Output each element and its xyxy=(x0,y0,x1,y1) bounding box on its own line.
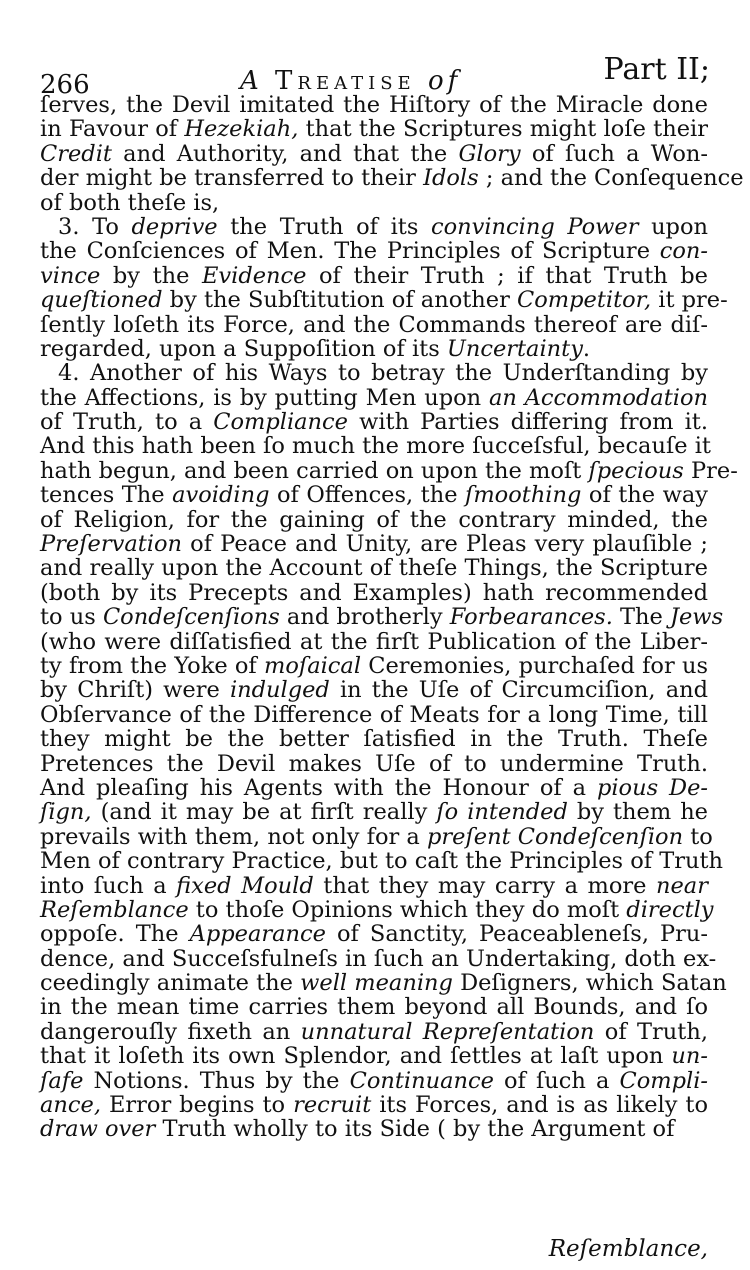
italic-text: Uncertainty xyxy=(446,335,583,362)
italic-text: ſign, xyxy=(40,799,92,826)
text-run: Truth wholly to its Side ( by the Argument of xyxy=(155,1116,675,1143)
text-run: Error begins to xyxy=(100,1092,294,1119)
text-run: Notions. Thus by the xyxy=(83,1067,350,1094)
text-run: der might be transferred to their xyxy=(40,165,424,192)
text-run: And this hath been ſo much the more ſucceſsful, becauſe it xyxy=(40,433,711,460)
text-run: of ſuch a xyxy=(493,1067,620,1094)
italic-text: unnatural Repreſentation xyxy=(300,1018,595,1045)
text-run: that the Scriptures might loſe their xyxy=(298,116,708,143)
running-title-prefix: A xyxy=(240,66,263,96)
text-run: by the Subſtitution of another xyxy=(162,287,518,314)
text-line xyxy=(40,922,708,946)
text-run: Pre- xyxy=(683,457,738,484)
text-line xyxy=(40,361,708,385)
text-run: to xyxy=(683,823,713,850)
italic-text: queſtioned xyxy=(40,287,163,314)
italic-text: near xyxy=(656,872,708,899)
running-title-suffix: of xyxy=(427,66,462,96)
text-line xyxy=(40,604,724,631)
text-run: Deſigners, which Satan xyxy=(452,970,727,997)
text-run: of both theſe is, xyxy=(40,189,220,216)
text-line xyxy=(40,630,708,654)
text-run: prevails with them, not only for a xyxy=(40,823,427,850)
text-line xyxy=(40,848,724,875)
text-run: to thoſe Opinions which they do moſt xyxy=(188,896,627,923)
text-line xyxy=(40,1069,708,1093)
text-run: into ſuch a xyxy=(40,872,177,899)
text-run: ty from the Yoke of xyxy=(40,652,264,679)
text-run: (both by its Precepts and Examples) hath recommended xyxy=(40,579,708,606)
text-run: its Forces, and is as likely to xyxy=(371,1092,709,1119)
italic-text: Hezekiah, xyxy=(184,116,299,143)
text-line xyxy=(40,556,708,580)
italic-text: convincing Power xyxy=(431,213,639,240)
text-run: upon xyxy=(638,213,708,240)
italic-text: pious De- xyxy=(596,774,708,801)
text-run: with Parties differing from it. xyxy=(347,409,708,436)
italic-text: draw over xyxy=(40,1116,156,1143)
text-run: to us xyxy=(40,604,103,631)
italic-text: Preſervation xyxy=(40,531,183,558)
page-number: 266 xyxy=(40,70,90,100)
italic-text: ſmoothing xyxy=(465,482,582,509)
text-line xyxy=(40,410,708,434)
italic-text: Condeſcenſions xyxy=(102,604,280,631)
italic-text: an Accommodation xyxy=(488,384,708,411)
text-line xyxy=(40,433,711,460)
italic-text: ſo intended xyxy=(436,799,568,826)
text-run: Men of contrary Practice, but to caſt the Principles of Truth xyxy=(40,848,724,875)
running-title-caps: Treatise xyxy=(275,66,416,96)
text-line xyxy=(40,703,708,727)
text-line xyxy=(40,970,727,997)
italic-text: vince xyxy=(40,262,101,289)
text-line xyxy=(40,191,708,215)
text-run: oppoſe. The xyxy=(40,921,190,948)
text-line xyxy=(40,239,708,263)
text-run: tences The xyxy=(40,482,173,509)
text-line xyxy=(40,752,708,776)
text-line xyxy=(40,457,738,484)
italic-text: Credit xyxy=(40,140,112,167)
text-line xyxy=(40,581,708,605)
text-run: ſerves, the Devil imitated the Hiſtory of the Miracle done xyxy=(40,92,708,118)
text-run: the Conſciences of Men. The Principles of Scripture xyxy=(40,238,660,265)
italic-text: recruit xyxy=(293,1092,372,1119)
text-run: And pleaſing his Agents with the Honour of a xyxy=(40,774,597,801)
text-line xyxy=(40,264,708,288)
italic-text: Forbearances. xyxy=(449,604,613,631)
italic-text: moſaical xyxy=(263,652,362,679)
text-run: in Favour of xyxy=(40,116,185,143)
text-line xyxy=(40,995,708,1019)
italic-text: preſent Condeſcenſion xyxy=(427,823,684,850)
italic-text: well meaning xyxy=(300,970,453,997)
italic-text: Evidence xyxy=(201,262,307,289)
text-run: it pre- xyxy=(651,287,728,314)
italic-text: deprive xyxy=(131,213,218,240)
part-label: Part II; xyxy=(603,52,710,87)
text-line xyxy=(40,386,708,410)
text-run: . xyxy=(582,335,591,362)
text-run: of Offences, the xyxy=(269,482,466,509)
text-run: and Authority, and that the xyxy=(111,140,459,167)
text-line xyxy=(40,678,708,702)
text-line xyxy=(40,165,744,192)
italic-text: Competitor, xyxy=(517,287,652,314)
text-run: of Truth, xyxy=(594,1018,708,1045)
text-run: the Affections, is by putting Men upon xyxy=(40,384,489,411)
text-run: ceedingly animate the xyxy=(40,970,301,997)
italic-text: Idols xyxy=(423,165,479,192)
italic-text: ſpecious xyxy=(588,457,684,484)
text-run: and really upon the Account of theſe Things, the Scripture xyxy=(40,555,708,582)
italic-text: ance, xyxy=(40,1092,101,1119)
text-run: by the xyxy=(100,262,202,289)
text-line xyxy=(40,215,708,239)
text-line xyxy=(40,287,728,314)
text-line xyxy=(40,896,714,923)
text-line xyxy=(40,945,717,972)
italic-text: Reſemblance xyxy=(40,896,189,923)
text-run: hath begun, and been carried on upon the moſt xyxy=(40,457,589,484)
text-line xyxy=(40,117,708,141)
italic-text: un- xyxy=(671,1043,708,1070)
text-line xyxy=(40,508,708,532)
catchword: Reſemblance, xyxy=(548,1236,708,1262)
text-run: The xyxy=(612,604,670,631)
text-run: ſently loſeth its Force, and the Commands thereof are diſ- xyxy=(40,311,708,338)
text-line xyxy=(40,654,708,678)
text-run: of ſuch a Won- xyxy=(520,140,708,167)
text-run: of Religion, for the gaining of the contrary minded, the xyxy=(40,506,708,533)
text-line xyxy=(40,93,708,117)
text-run: in the Uſe of Circumciſion, and xyxy=(329,677,708,704)
text-line xyxy=(40,337,708,361)
italic-text: fixed Mould xyxy=(176,872,314,899)
text-line xyxy=(40,142,708,166)
text-run: that it loſeth its own Splendor, and ſettles at laſt upon xyxy=(40,1043,672,1070)
text-run: of the way xyxy=(581,482,708,509)
italic-text: Compliance xyxy=(213,409,348,436)
text-line xyxy=(40,874,708,898)
text-run: (and it may be at firſt really xyxy=(91,799,437,826)
italic-text: directly xyxy=(626,896,714,923)
italic-text: ſafe xyxy=(40,1067,84,1094)
text-run: by Chriſt) were xyxy=(40,677,230,704)
text-run: Pretences the Devil makes Uſe of to undermine Truth. xyxy=(40,750,708,777)
text-run: and brotherly xyxy=(279,604,450,631)
text-run: (who were diſſatisfied at the firſt Publication of the Liber- xyxy=(40,628,708,655)
text-line xyxy=(40,532,708,556)
text-run: of Truth, to a xyxy=(40,409,214,436)
italic-text: indulged xyxy=(229,677,330,704)
text-line xyxy=(40,727,708,751)
italic-text: con- xyxy=(659,238,708,265)
italic-text: Glory xyxy=(458,140,521,167)
text-run: ; and the Conſequence xyxy=(478,165,744,192)
text-line xyxy=(40,313,708,337)
italic-text: Jews xyxy=(669,604,724,631)
text-line xyxy=(40,823,713,850)
text-line xyxy=(40,1117,708,1141)
italic-text: Continuance xyxy=(349,1067,494,1094)
text-run: of their Truth ; if that Truth be xyxy=(306,262,709,289)
text-run: Ceremonies, purchaſed for us xyxy=(361,652,708,679)
text-run: of Sanctity, Peaceableneſs, Pru- xyxy=(325,921,709,948)
italic-text: Appearance xyxy=(189,921,326,948)
text-run: the Truth of its xyxy=(217,213,431,240)
text-line xyxy=(40,800,708,824)
text-run: of Peace and Unity, are Pleas very plauſible ; xyxy=(182,531,708,558)
text-line xyxy=(40,1093,708,1117)
text-line xyxy=(40,776,708,800)
text-run: Obſervance of the Difference of Meats for a long Time, till xyxy=(40,701,708,728)
text-run: 4. Another of his Ways to betray the Underſtanding by xyxy=(58,360,708,387)
text-run: dence, and Succeſsfulneſs in ſuch an Undertaking, doth ex- xyxy=(40,945,717,972)
text-run: that they may carry a more xyxy=(313,872,656,899)
text-run: by them he xyxy=(567,799,709,826)
text-line xyxy=(40,1044,708,1068)
text-run: in the mean time carries them beyond all Bounds, and ſo xyxy=(40,994,708,1021)
text-run: 3. To xyxy=(58,213,132,240)
text-run: regarded, upon a Suppoſition of its xyxy=(40,335,447,362)
body-text xyxy=(40,92,744,1143)
italic-text: Compli- xyxy=(619,1067,709,1094)
text-run: they might be the better ſatisfied in the Truth. Theſe xyxy=(40,726,708,753)
text-run: dangerouſly fixeth an xyxy=(40,1018,301,1045)
text-line xyxy=(40,483,708,507)
text-line xyxy=(40,1020,708,1044)
italic-text: avoiding xyxy=(172,482,270,509)
